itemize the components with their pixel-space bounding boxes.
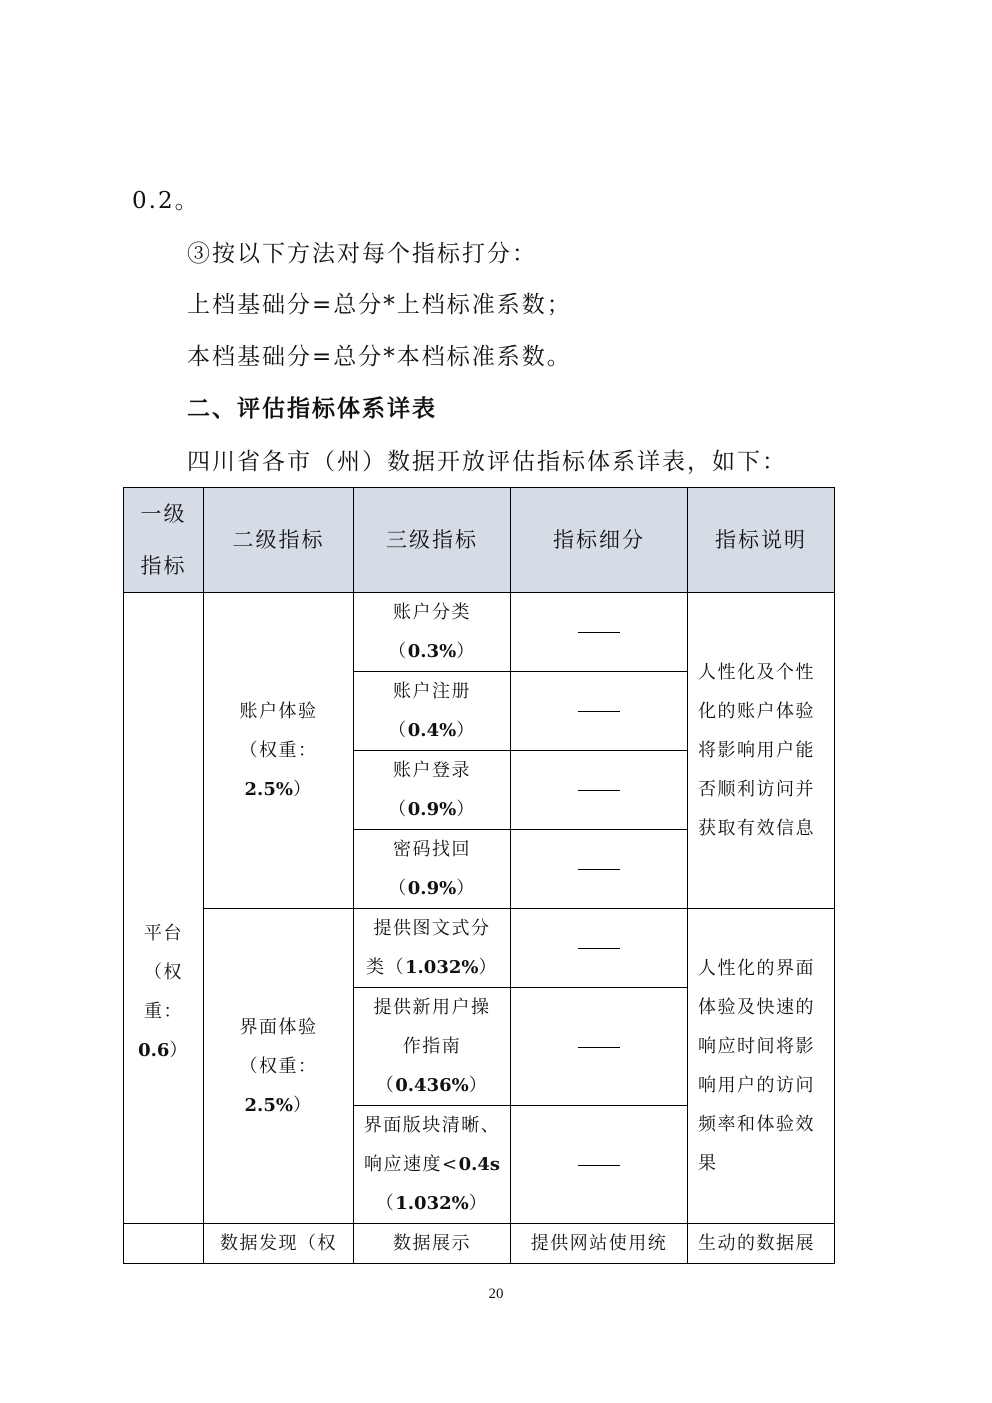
account-explain-cell: 人性化及个性 化的账户体验 将影响用户能 否顺利访问并 获取有效信息 bbox=[688, 593, 835, 909]
data-discovery-cell: 数据发现（权 bbox=[204, 1224, 354, 1264]
header-level2: 二级指标 bbox=[204, 488, 354, 593]
graphic-classification-cell: 提供图文式分 类（1.032%） bbox=[354, 909, 511, 988]
detail-dash bbox=[511, 830, 688, 909]
detail-dash bbox=[511, 593, 688, 672]
page-number: 20 bbox=[488, 1286, 504, 1302]
layout-speed-cell: 界面版块清晰、 响应速度<0.4s （1.032%） bbox=[354, 1106, 511, 1224]
platform-continued-cell bbox=[124, 1224, 204, 1264]
detail-dash bbox=[511, 1106, 688, 1224]
interface-explain-cell: 人性化的界面 体验及快速的 响应时间将影 响用户的访问 频率和体验效 果 bbox=[688, 909, 835, 1224]
detail-dash bbox=[511, 988, 688, 1106]
platform-cell: 平台 （权 重： 0.6） bbox=[124, 593, 204, 1224]
paragraph-continuation: 0.2。 bbox=[132, 188, 200, 214]
site-statistics-cell: 提供网站使用统 bbox=[511, 1224, 688, 1264]
password-recovery-cell: 密码找回 （0.9%） bbox=[354, 830, 511, 909]
table-header-row bbox=[124, 488, 835, 593]
paragraph-upper-score: 上档基础分=总分*上档标准系数； bbox=[187, 292, 572, 318]
header-level1: 一级 指标 bbox=[124, 488, 204, 593]
paragraph-scoring-method: ③按以下方法对每个指标打分： bbox=[187, 241, 537, 267]
header-level3: 三级指标 bbox=[354, 488, 511, 593]
header-detail: 指标细分 bbox=[511, 488, 688, 593]
data-display-explain-cell: 生动的数据展 bbox=[688, 1224, 835, 1264]
account-login-cell: 账户登录 （0.9%） bbox=[354, 751, 511, 830]
account-registration-cell: 账户注册 （0.4%） bbox=[354, 672, 511, 751]
paragraph-base-score: 本档基础分=总分*本档标准系数。 bbox=[187, 344, 572, 370]
detail-dash bbox=[511, 909, 688, 988]
detail-dash bbox=[511, 672, 688, 751]
data-display-cell: 数据展示 bbox=[354, 1224, 511, 1264]
table-row bbox=[124, 1224, 835, 1264]
header-explain: 指标说明 bbox=[688, 488, 835, 593]
account-classification-cell: 账户分类 （0.3%） bbox=[354, 593, 511, 672]
account-experience-cell: 账户体验 （权重：2.5%） bbox=[204, 593, 354, 909]
indicator-table bbox=[123, 487, 835, 1264]
table-row bbox=[124, 593, 835, 672]
paragraph-table-intro: 四川省各市（州）数据开放评估指标体系详表，如下： bbox=[187, 449, 787, 475]
new-user-guide-cell: 提供新用户操 作指南 （0.436%） bbox=[354, 988, 511, 1106]
table-row bbox=[124, 909, 835, 988]
section-heading: 二、评估指标体系详表 bbox=[187, 395, 437, 422]
detail-dash bbox=[511, 751, 688, 830]
interface-experience-cell: 界面体验 （权重：2.5%） bbox=[204, 909, 354, 1224]
